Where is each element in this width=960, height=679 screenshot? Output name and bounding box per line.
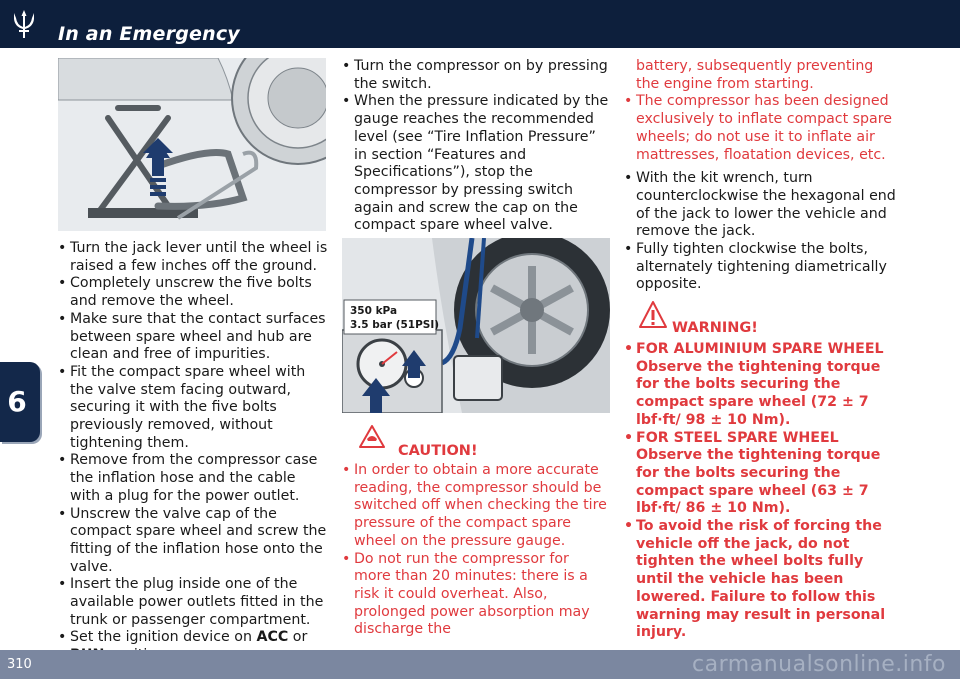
list-item: • Insert the plug inside one of the available power outlets fitted in the trunk or passenger compartment.	[58, 576, 328, 629]
text: Set the ignition device on	[70, 629, 257, 646]
column-1	[58, 240, 328, 665]
warning-item: • FOR ALUMINIUM SPARE WHEEL Observe the tightening torque for the bolts securing the compact spare wheel (72 ± 7 lbf·ft/ 98 ± 10 Nm).	[624, 341, 900, 430]
page-number: 310	[7, 657, 32, 672]
caution-continued: battery, subsequently preventing the engine from starting.	[636, 58, 874, 92]
list-item: • Fit the compact spare wheel with the valve stem facing outward, securing it with the five bolts previously removed, without tightening them.	[58, 364, 328, 453]
list-item: • Turn the compressor on by pressing the switch.	[342, 58, 610, 93]
list-item: • When the pressure indicated by the gauge reaches the recommended level (see “Tire Inflation Pressure” in section “Features and Specifications”), stop the compressor by pressing switch again and screw the cap on the compact spare wheel valve.	[342, 93, 610, 235]
trident-icon	[8, 8, 40, 40]
caution-item: • Do not run the compressor for more than 20 minutes: there is a risk it could overheat. Also, prolonged power absorption may discharge the	[342, 551, 610, 640]
list-item: • Fully tighten clockwise the bolts, alternately tightening diametrically opposite.	[624, 241, 900, 294]
caution-item: • In order to obtain a more accurate reading, the compressor should be switched off when checking the tire pressure of the compact spare wheel on the pressure gauge.	[342, 462, 610, 551]
page-header	[0, 0, 960, 48]
list-item: • With the kit wrench, turn counterclockwise the hexagonal end of the jack to lower the vehicle and remove the jack.	[624, 170, 900, 241]
caution-item: • The compressor has been designed exclusively to inflate compact spare wheels; do not use it to inflate air mattresses, floatation devices, etc.	[624, 93, 900, 164]
list-item: • Turn the jack lever until the wheel is raised a few inches off the ground.	[58, 240, 328, 275]
caution-list	[342, 462, 610, 639]
watermark: carmanualsonline.info	[692, 652, 946, 677]
list-item: • Make sure that the contact surfaces between spare wheel and hub are clean and free of impurities.	[58, 311, 328, 364]
gauge-label-kpa: 350 kPa	[350, 305, 398, 317]
column-3	[624, 58, 900, 294]
page-footer	[0, 650, 960, 679]
column-2	[342, 58, 610, 235]
warning-item: • To avoid the risk of forcing the vehicle off the jack, do not tighten the wheel bolts fully until the vehicle has been lowered. Failure to follow this warning may result in personal injury.	[624, 518, 900, 642]
list-item: • Completely unscrew the five bolts and remove the wheel.	[58, 275, 328, 310]
warning-title: WARNING!	[672, 320, 758, 336]
warning-list	[624, 341, 900, 642]
jack-illustration	[58, 58, 326, 231]
list-item: • Unscrew the valve cap of the compact spare wheel and screw the fitting of the inflation hose onto the valve.	[58, 506, 328, 577]
page-title: In an Emergency	[58, 23, 240, 45]
text: or	[288, 629, 308, 646]
caution-title: CAUTION!	[398, 443, 478, 459]
gauge-label-bar: 3.5 bar (51PSI)	[350, 319, 440, 331]
warning-item: • FOR STEEL SPARE WHEEL Observe the tightening torque for the bolts securing the compact spare wheel (63 ± 7 lbf·ft/ 86 ± 10 Nm).	[624, 430, 900, 519]
list-item: • Remove from the compressor case the inflation hose and the cable with a plug for the power outlet.	[58, 452, 328, 505]
caution-triangle-icon	[358, 424, 386, 449]
warning-triangle-icon	[638, 300, 668, 330]
chapter-tab	[0, 362, 40, 442]
chapter-number: 6	[7, 385, 27, 418]
jack-drawing	[58, 58, 326, 231]
compressor-illustration	[342, 238, 610, 413]
acc-keyword: ACC	[256, 629, 289, 646]
compressor-drawing	[342, 238, 610, 413]
